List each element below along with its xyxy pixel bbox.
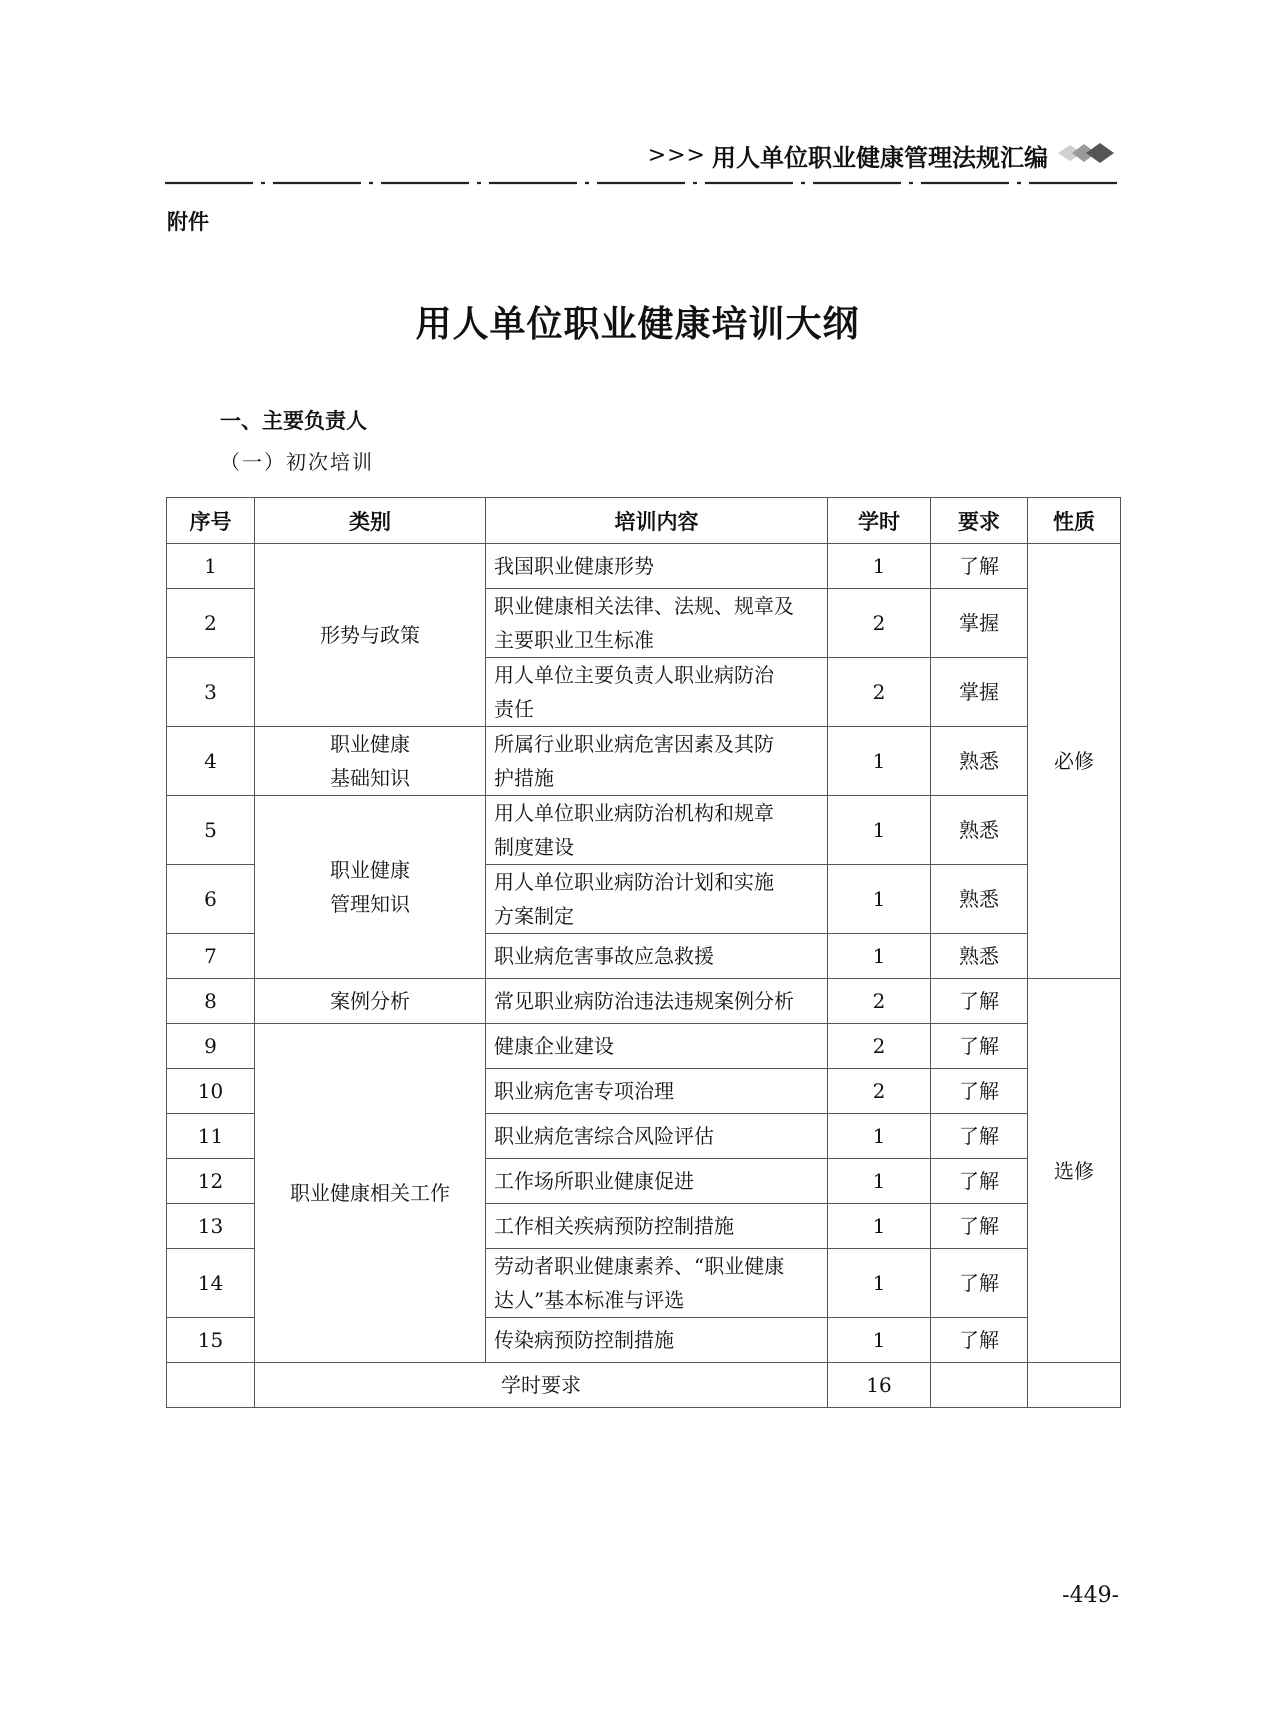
content-cell: 用人单位职业病防治机构和规章 制度建设 (486, 796, 828, 865)
requirement-cell: 了解 (931, 1318, 1028, 1363)
subsection-heading: （一）初次培训 (220, 450, 374, 474)
table-row (167, 1024, 1121, 1069)
content-cell: 工作场所职业健康促进 (486, 1159, 828, 1204)
row-no: 4 (167, 727, 255, 796)
section-heading: 一、主要负责人 (220, 409, 367, 433)
nature-cell: 必修 (1028, 544, 1121, 979)
header-hours: 学时 (828, 498, 931, 544)
row-no: 12 (167, 1159, 255, 1204)
hours-cell: 2 (828, 589, 931, 658)
training-outline-table (166, 497, 1121, 1408)
content-cell: 劳动者职业健康素养、“职业健康 达人”基本标准与评选 (486, 1249, 828, 1318)
category-cell: 职业健康相关工作 (255, 1024, 486, 1363)
requirement-cell: 了解 (931, 544, 1028, 589)
requirement-cell: 了解 (931, 1069, 1028, 1114)
category-cell: 职业健康 基础知识 (255, 727, 486, 796)
requirement-cell: 掌握 (931, 658, 1028, 727)
total-row (167, 1363, 1121, 1408)
table-row (167, 796, 1121, 865)
row-no: 14 (167, 1249, 255, 1318)
hours-cell: 2 (828, 658, 931, 727)
header-requirement: 要求 (931, 498, 1028, 544)
requirement-cell: 了解 (931, 979, 1028, 1024)
requirement-cell: 熟悉 (931, 865, 1028, 934)
page-number: -449- (1062, 1583, 1119, 1608)
hours-cell: 2 (828, 1069, 931, 1114)
total-blank-cell (931, 1363, 1028, 1408)
header-no: 序号 (167, 498, 255, 544)
content-cell: 所属行业职业病危害因素及其防 护措施 (486, 727, 828, 796)
content-cell: 常见职业病防治违法违规案例分析 (486, 979, 828, 1024)
header-content: 培训内容 (486, 498, 828, 544)
category-cell: 形势与政策 (255, 544, 486, 727)
hours-cell: 1 (828, 1204, 931, 1249)
table-row (167, 979, 1121, 1024)
hours-cell: 1 (828, 1249, 931, 1318)
hours-cell: 1 (828, 727, 931, 796)
hours-cell: 1 (828, 1318, 931, 1363)
requirement-cell: 了解 (931, 1204, 1028, 1249)
nature-cell: 选修 (1028, 979, 1121, 1363)
page-title: 用人单位职业健康培训大纲 (415, 303, 860, 345)
row-no: 11 (167, 1114, 255, 1159)
row-no: 9 (167, 1024, 255, 1069)
content-cell: 传染病预防控制措施 (486, 1318, 828, 1363)
content-cell: 健康企业建设 (486, 1024, 828, 1069)
content-cell: 我国职业健康形势 (486, 544, 828, 589)
row-no: 15 (167, 1318, 255, 1363)
hours-cell: 2 (828, 1024, 931, 1069)
requirement-cell: 了解 (931, 1249, 1028, 1318)
category-cell: 案例分析 (255, 979, 486, 1024)
row-no: 7 (167, 934, 255, 979)
running-title: 用人单位职业健康管理法规汇编 (712, 144, 1048, 172)
content-cell: 职业健康相关法律、法规、规章及 主要职业卫生标准 (486, 589, 828, 658)
requirement-cell: 了解 (931, 1024, 1028, 1069)
row-no: 1 (167, 544, 255, 589)
attachment-label: 附件 (167, 210, 209, 234)
hours-cell: 1 (828, 1114, 931, 1159)
total-label: 学时要求 (255, 1363, 828, 1408)
content-cell: 职业病危害专项治理 (486, 1069, 828, 1114)
row-no: 8 (167, 979, 255, 1024)
hours-cell: 1 (828, 796, 931, 865)
category-cell: 职业健康 管理知识 (255, 796, 486, 979)
hours-cell: 2 (828, 979, 931, 1024)
row-no: 10 (167, 1069, 255, 1114)
header-nature: 性质 (1028, 498, 1121, 544)
requirement-cell: 掌握 (931, 589, 1028, 658)
requirement-cell: 熟悉 (931, 727, 1028, 796)
content-cell: 职业病危害事故应急救援 (486, 934, 828, 979)
table-row (167, 544, 1121, 589)
content-cell: 用人单位职业病防治计划和实施 方案制定 (486, 865, 828, 934)
row-no: 6 (167, 865, 255, 934)
content-cell: 职业病危害综合风险评估 (486, 1114, 828, 1159)
hours-cell: 1 (828, 1159, 931, 1204)
requirement-cell: 了解 (931, 1114, 1028, 1159)
hours-cell: 1 (828, 934, 931, 979)
requirement-cell: 了解 (931, 1159, 1028, 1204)
diamond-ornament-icon (1056, 140, 1120, 172)
row-no: 5 (167, 796, 255, 865)
total-blank-cell (167, 1363, 255, 1408)
row-no: 13 (167, 1204, 255, 1249)
hours-cell: 1 (828, 544, 931, 589)
content-cell: 工作相关疾病预防控制措施 (486, 1204, 828, 1249)
header-category: 类别 (255, 498, 486, 544)
header-rule (165, 180, 1120, 186)
row-no: 2 (167, 589, 255, 658)
requirement-cell: 熟悉 (931, 934, 1028, 979)
table-row (167, 727, 1121, 796)
row-no: 3 (167, 658, 255, 727)
requirement-cell: 熟悉 (931, 796, 1028, 865)
hours-cell: 1 (828, 865, 931, 934)
total-hours: 16 (828, 1363, 931, 1408)
header-arrows: >>> (647, 143, 706, 168)
total-blank-cell (1028, 1363, 1121, 1408)
running-header (648, 138, 1120, 173)
content-cell: 用人单位主要负责人职业病防治 责任 (486, 658, 828, 727)
